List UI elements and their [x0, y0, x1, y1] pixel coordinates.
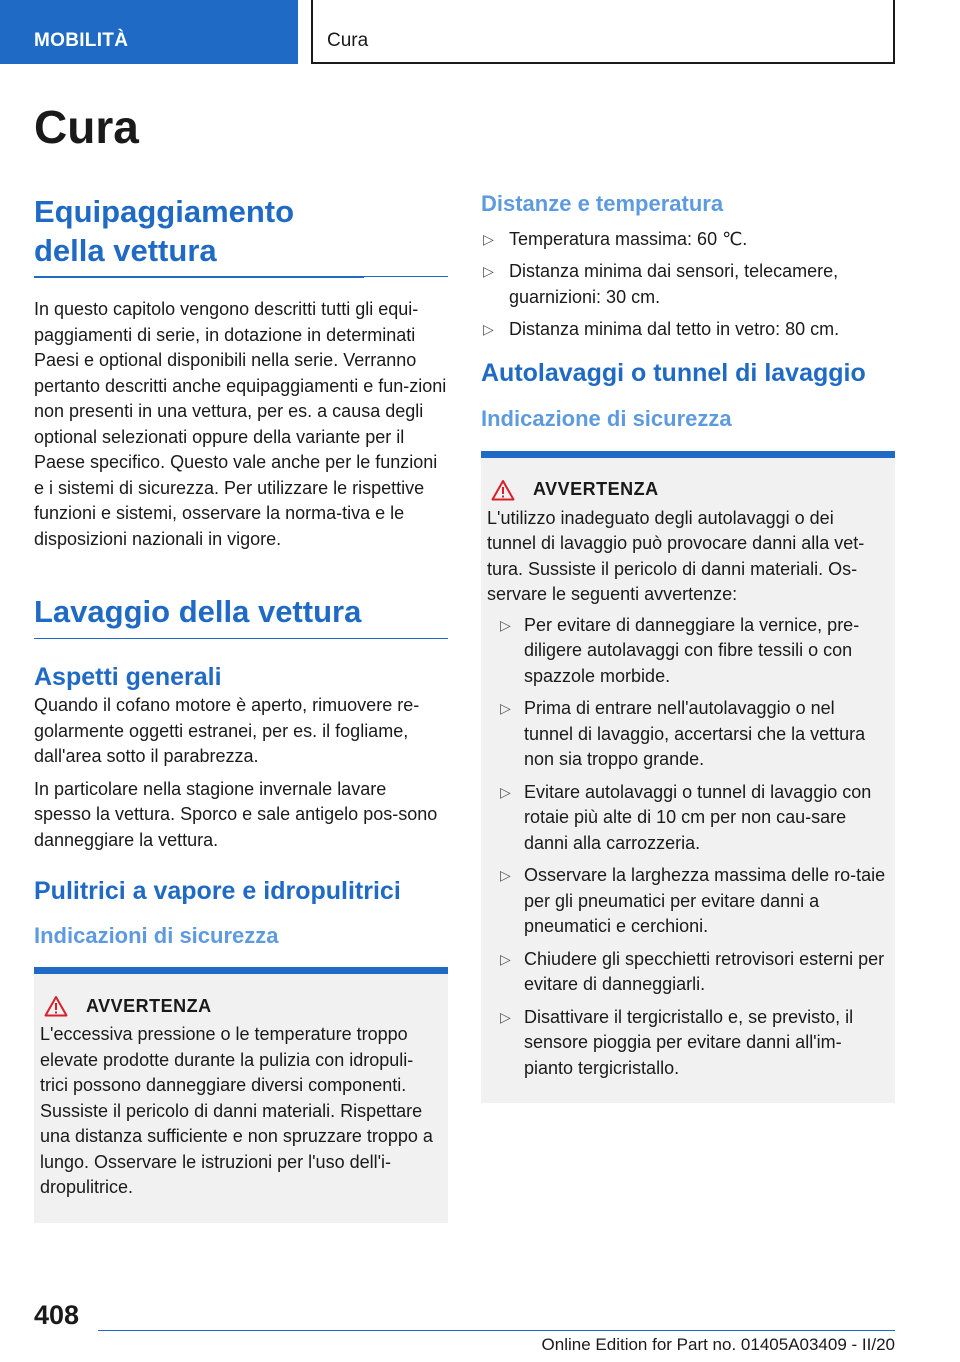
footer-rule: [98, 1330, 895, 1331]
warning-triangle-icon: [487, 478, 533, 502]
triangle-bullet-icon: ▷: [500, 616, 511, 633]
list-item: [487, 1005, 887, 1082]
list-item-text: Chiudere gli specchietti retrovisori esterni per evitare di danneggiarli.: [524, 948, 885, 995]
paragraph-aspetti-2: In particolare nella stagione invernale lavare spesso la vettura. Sporco e sale antigelo pos-sono danneggiare la vettura.: [34, 778, 438, 850]
heading-indicazioni-sicurezza: Indicazioni di sicurezza: [34, 922, 279, 948]
left-column: [34, 192, 448, 1223]
list-item: [487, 863, 887, 940]
warning-title-text: AVVERTENZA: [86, 995, 212, 1016]
list-item: [481, 259, 895, 310]
list-item: [487, 696, 887, 773]
list-item-text: Evitare autolavaggi o tunnel di lavaggio con rotaie più alte di 10 cm per non cau-sare danni alla carrozzeria.: [524, 781, 872, 853]
warning-title-text: AVVERTENZA: [533, 479, 659, 500]
chapter-label: Cura: [327, 30, 369, 51]
triangle-bullet-icon: ▷: [500, 783, 511, 800]
warning-box-pulitrici: [34, 967, 448, 1223]
paragraph-aspetti-1: Quando il cofano motore è aperto, rimuovere re-golarmente oggetti estranei, per es. il fogliame, dall'area sotto il parabrezza.: [34, 695, 420, 767]
list-item: [487, 613, 887, 690]
heading-indicazione-sicurezza: Indicazione di sicurezza: [481, 406, 732, 432]
list-item: [481, 227, 895, 253]
warning-text: L'eccessiva pressione o le temperature troppo elevate prodotte durante la pulizia con idropuli-trici possono danneggiare diversi componenti. Sussiste il pericolo di danni materiali. Rispettare una distanza sufficiente e non spruzzare troppo a lungo. Osservare le istruzioni per l'uso dell'i-dropulitrice.: [40, 1024, 433, 1198]
heading-aspetti-generali: Aspetti generali: [34, 662, 222, 691]
lavaggio-rule: [34, 638, 448, 639]
list-item-text: Disattivare il tergicristallo e, se previsto, il sensore pioggia per evitare danni all'im-pianto tergicristallo.: [524, 1006, 854, 1078]
list-item-text: Per evitare di danneggiare la vernice, pre-diligere autolavaggi con fibre tessili o con spazzole morbide.: [524, 614, 860, 686]
footer-edition: Online Edition for Part no. 01405A03409 - II/20: [541, 1335, 895, 1354]
triangle-bullet-icon: ▷: [500, 1008, 511, 1025]
page-title: Cura: [34, 101, 139, 153]
right-column: [481, 190, 895, 1103]
section-label: MOBILITÀ: [34, 30, 129, 51]
heading-distanze-temperatura: Distanze e temperatura: [481, 191, 724, 216]
warning-triangle-icon: [40, 994, 86, 1018]
heading-autolavaggi: Autolavaggi o tunnel di lavaggio: [481, 358, 866, 387]
triangle-bullet-icon: ▷: [483, 321, 494, 338]
list-item: [487, 947, 887, 998]
paragraph-equipaggiamento: In questo capitolo vengono descritti tutti gli equi-paggiamenti di serie, in dotazione in determinati Paesi e optional disponibili nella serie. Verranno pertanto descritti anche equipaggiamenti e fun-zioni non presenti in una vettura, per es. a causa degli optional selezionati oppure della variante per il Paese specifico. Questo vale anche per le funzioni e i sistemi di sicurezza. Per utilizzare le rispettive funzioni e sistemi, osservare la norma-tiva e le disposizioni nazionali in vigore.: [34, 299, 447, 549]
warning-box-autolavaggi: [481, 451, 895, 1104]
triangle-bullet-icon: ▷: [483, 230, 494, 247]
list-item: [487, 780, 887, 857]
triangle-bullet-icon: ▷: [500, 700, 511, 717]
list-item-text: Distanza minima dal tetto in vetro: 80 cm.: [509, 319, 840, 340]
triangle-bullet-icon: ▷: [500, 867, 511, 884]
warning-title: [40, 994, 440, 1018]
warning-title: [487, 478, 887, 502]
h1-rule-ext: [34, 276, 448, 277]
warning-list: [487, 613, 887, 1082]
list-item-text: Distanza minima dai sensori, telecamere, guarnizioni: 30 cm.: [509, 261, 839, 307]
list-item-text: Osservare la larghezza massima delle ro-taie per gli pneumatici per evitare danni a pneumatici e cerchioni.: [524, 865, 886, 937]
list-item: [481, 317, 895, 343]
section-tab: [0, 0, 298, 64]
chapter-tab: [311, 0, 895, 64]
list-item-text: Temperatura massima: 60 ℃.: [509, 228, 748, 249]
heading-pulitrici: Pulitrici a vapore e idropulitrici: [34, 877, 401, 906]
triangle-bullet-icon: ▷: [500, 950, 511, 967]
list-item-text: Prima di entrare nell'autolavaggio o nel tunnel di lavaggio, accertarsi che la vettura non sia troppo grande.: [524, 698, 866, 770]
distanze-list: [481, 227, 895, 343]
page-number: 408: [34, 1300, 80, 1330]
heading-lavaggio: Lavaggio della vettura: [34, 594, 362, 630]
warning-text: L'utilizzo inadeguato degli autolavaggi o dei tunnel di lavaggio può provocare danni alla vet-tura. Sussiste il pericolo di danni materiali. Os-servare le seguenti avvertenze:: [487, 507, 865, 605]
triangle-bullet-icon: ▷: [483, 263, 494, 280]
heading-equipaggiamento: Equipaggiamento della vettura: [34, 192, 364, 278]
